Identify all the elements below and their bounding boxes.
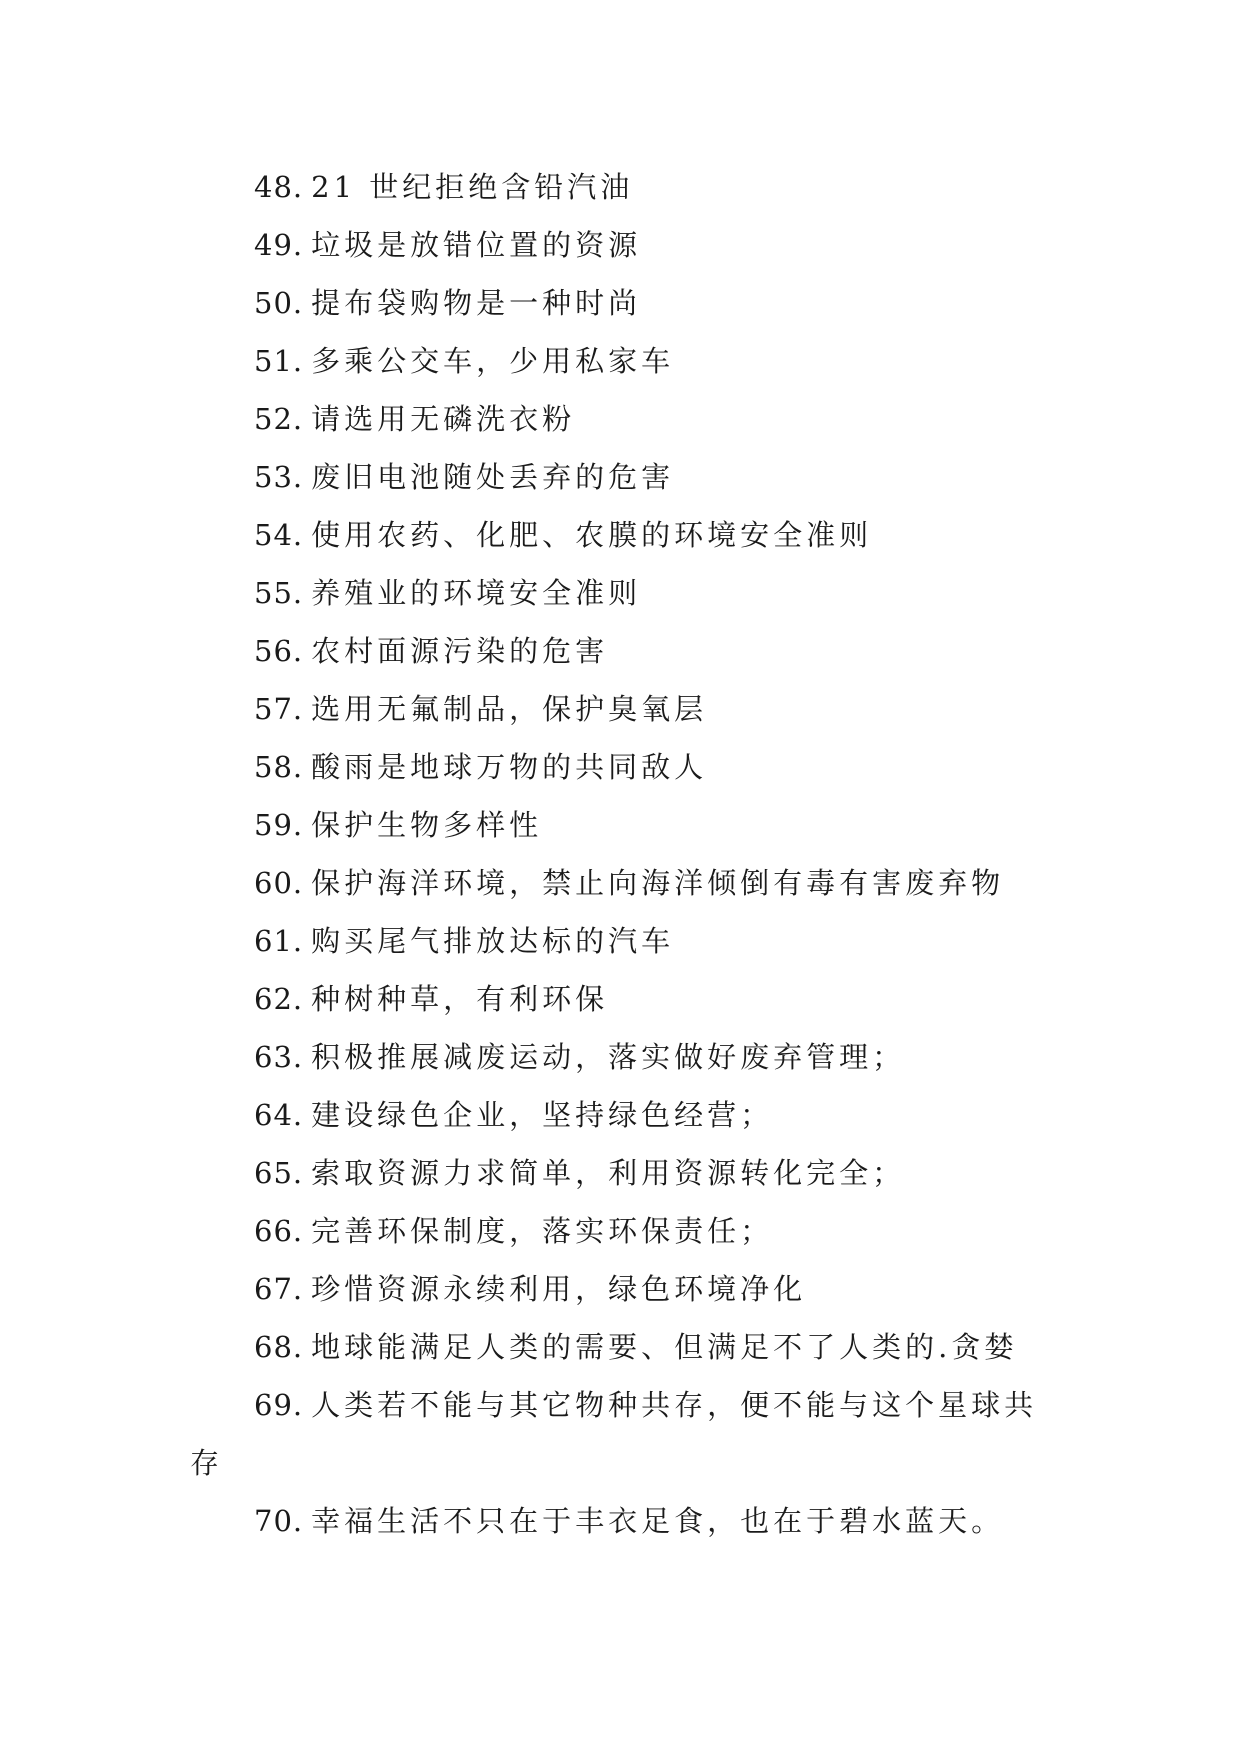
item-text: 垃圾是放错位置的资源 xyxy=(311,228,642,262)
item-number: 50. xyxy=(254,286,304,320)
list-item xyxy=(190,796,1060,854)
item-number: 52. xyxy=(254,402,304,436)
item-number: 51. xyxy=(254,344,304,378)
item-text: 人类若不能与其它物种共存，便不能与这个星球共存 xyxy=(190,1388,1038,1480)
item-text: 使用农药、化肥、农膜的环境安全准则 xyxy=(311,518,873,552)
list-item xyxy=(190,390,1060,448)
item-text: 选用无氟制品，保护臭氧层 xyxy=(311,692,708,726)
item-number: 65. xyxy=(254,1156,304,1190)
item-number: 55. xyxy=(254,576,304,610)
item-number: 64. xyxy=(254,1098,304,1132)
slogan-list xyxy=(190,158,1060,1550)
item-number: 70. xyxy=(254,1504,304,1538)
list-item xyxy=(190,158,1060,216)
list-item xyxy=(190,622,1060,680)
item-text: 农村面源污染的危害 xyxy=(311,634,609,668)
item-number: 61. xyxy=(254,924,304,958)
item-text: 保护生物多样性 xyxy=(311,808,543,842)
list-item xyxy=(190,912,1060,970)
item-text: 酸雨是地球万物的共同敌人 xyxy=(311,750,708,784)
item-text: 多乘公交车，少用私家车 xyxy=(311,344,675,378)
item-number: 58. xyxy=(254,750,304,784)
list-item xyxy=(190,506,1060,564)
list-item xyxy=(190,1028,1060,1086)
list-item xyxy=(190,332,1060,390)
item-number: 53. xyxy=(254,460,304,494)
item-number: 57. xyxy=(254,692,304,726)
list-item xyxy=(190,274,1060,332)
list-item xyxy=(190,854,1060,912)
item-text: 种树种草，有利环保 xyxy=(311,982,609,1016)
item-number: 60. xyxy=(254,866,304,900)
list-item xyxy=(190,680,1060,738)
list-item xyxy=(190,1260,1060,1318)
item-text: 养殖业的环境安全准则 xyxy=(311,576,642,610)
item-number: 69. xyxy=(254,1388,304,1422)
list-item xyxy=(190,448,1060,506)
list-item xyxy=(190,1086,1060,1144)
item-number: 56. xyxy=(254,634,304,668)
item-text: 地球能满足人类的需要、但满足不了人类的.贪婪 xyxy=(311,1330,1018,1364)
item-number: 49. xyxy=(254,228,304,262)
list-item xyxy=(190,970,1060,1028)
item-number: 67. xyxy=(254,1272,304,1306)
item-number: 62. xyxy=(254,982,304,1016)
list-item xyxy=(190,1144,1060,1202)
item-text: 废旧电池随处丢弃的危害 xyxy=(311,460,675,494)
item-text: 21 世纪拒绝含铅汽油 xyxy=(311,170,634,204)
list-item xyxy=(190,216,1060,274)
item-text: 提布袋购物是一种时尚 xyxy=(311,286,642,320)
item-text: 建设绿色企业，坚持绿色经营； xyxy=(311,1098,774,1132)
list-item xyxy=(190,1202,1060,1260)
item-text: 索取资源力求简单，利用资源转化完全； xyxy=(311,1156,906,1190)
list-item xyxy=(190,1492,1060,1550)
item-text: 请选用无磷洗衣粉 xyxy=(311,402,576,436)
item-number: 54. xyxy=(254,518,304,552)
list-item xyxy=(190,1376,1060,1492)
item-text: 购买尾气排放达标的汽车 xyxy=(311,924,675,958)
item-text: 保护海洋环境，禁止向海洋倾倒有毒有害废弃物 xyxy=(311,866,1005,900)
item-number: 59. xyxy=(254,808,304,842)
list-item xyxy=(190,564,1060,622)
item-text: 积极推展减废运动，落实做好废弃管理； xyxy=(311,1040,906,1074)
item-text: 珍惜资源永续利用，绿色环境净化 xyxy=(311,1272,807,1306)
item-number: 68. xyxy=(254,1330,304,1364)
list-item xyxy=(190,738,1060,796)
item-number: 66. xyxy=(254,1214,304,1248)
item-number: 63. xyxy=(254,1040,304,1074)
item-text: 幸福生活不只在于丰衣足食，也在于碧水蓝天。 xyxy=(311,1504,1005,1538)
item-text: 完善环保制度，落实环保责任； xyxy=(311,1214,774,1248)
item-number: 48. xyxy=(254,170,304,204)
list-item xyxy=(190,1318,1060,1376)
